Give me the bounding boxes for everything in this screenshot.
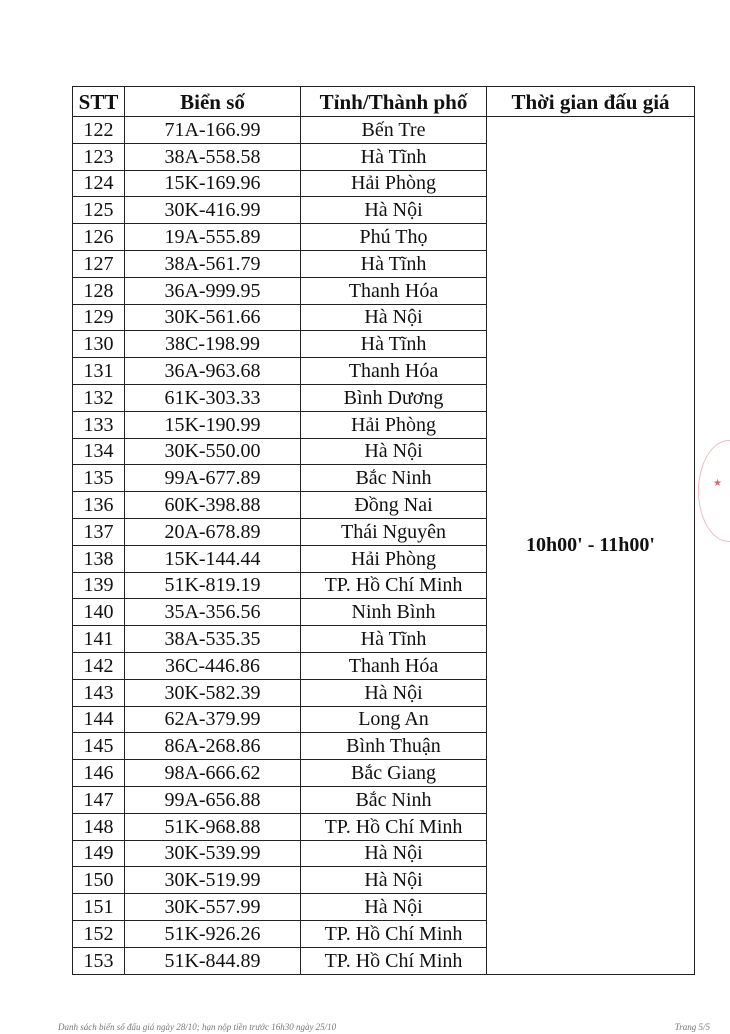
header-plate: Biển số <box>125 87 301 117</box>
cell-province: Thanh Hóa <box>301 358 487 385</box>
cell-plate: 38A-558.58 <box>125 143 301 170</box>
cell-stt: 143 <box>73 679 125 706</box>
header-province: Tỉnh/Thành phố <box>301 87 487 117</box>
cell-province: Bến Tre <box>301 117 487 144</box>
cell-plate: 38A-561.79 <box>125 250 301 277</box>
header-stt: STT <box>73 87 125 117</box>
cell-auction-time: 10h00' - 11h00' <box>487 117 695 975</box>
cell-stt: 129 <box>73 304 125 331</box>
table-header-row <box>73 87 695 117</box>
cell-plate: 60K-398.88 <box>125 492 301 519</box>
cell-plate: 51K-844.89 <box>125 947 301 974</box>
cell-province: Hà Tĩnh <box>301 331 487 358</box>
table-body <box>73 117 695 975</box>
cell-plate: 30K-539.99 <box>125 840 301 867</box>
cell-province: Bình Dương <box>301 384 487 411</box>
cell-province: Hải Phòng <box>301 545 487 572</box>
cell-plate: 30K-557.99 <box>125 894 301 921</box>
cell-province: Hà Nội <box>301 197 487 224</box>
cell-province: Thanh Hóa <box>301 277 487 304</box>
cell-plate: 86A-268.86 <box>125 733 301 760</box>
cell-province: Thanh Hóa <box>301 652 487 679</box>
cell-plate: 15K-144.44 <box>125 545 301 572</box>
cell-stt: 135 <box>73 465 125 492</box>
cell-province: Bình Thuận <box>301 733 487 760</box>
cell-plate: 98A-666.62 <box>125 760 301 787</box>
cell-stt: 136 <box>73 492 125 519</box>
cell-stt: 144 <box>73 706 125 733</box>
cell-stt: 128 <box>73 277 125 304</box>
cell-stt: 125 <box>73 197 125 224</box>
cell-plate: 51K-819.19 <box>125 572 301 599</box>
cell-province: Hà Nội <box>301 304 487 331</box>
cell-plate: 36A-999.95 <box>125 277 301 304</box>
cell-stt: 149 <box>73 840 125 867</box>
cell-stt: 134 <box>73 438 125 465</box>
cell-stt: 142 <box>73 652 125 679</box>
cell-plate: 15K-169.96 <box>125 170 301 197</box>
cell-plate: 19A-555.89 <box>125 224 301 251</box>
cell-province: Hà Tĩnh <box>301 250 487 277</box>
cell-province: Hà Nội <box>301 679 487 706</box>
cell-province: TP. Hồ Chí Minh <box>301 572 487 599</box>
cell-plate: 99A-656.88 <box>125 786 301 813</box>
cell-plate: 30K-519.99 <box>125 867 301 894</box>
cell-stt: 131 <box>73 358 125 385</box>
cell-province: Hà Nội <box>301 867 487 894</box>
cell-stt: 152 <box>73 920 125 947</box>
cell-stt: 124 <box>73 170 125 197</box>
cell-province: Bắc Ninh <box>301 786 487 813</box>
cell-plate: 15K-190.99 <box>125 411 301 438</box>
cell-plate: 30K-561.66 <box>125 304 301 331</box>
cell-province: Long An <box>301 706 487 733</box>
cell-stt: 126 <box>73 224 125 251</box>
cell-stt: 153 <box>73 947 125 974</box>
cell-plate: 38C-198.99 <box>125 331 301 358</box>
cell-plate: 51K-926.26 <box>125 920 301 947</box>
cell-province: Thái Nguyên <box>301 518 487 545</box>
cell-plate: 20A-678.89 <box>125 518 301 545</box>
cell-province: Hà Nội <box>301 894 487 921</box>
cell-plate: 30K-416.99 <box>125 197 301 224</box>
plate-auction-table <box>72 86 695 975</box>
cell-province: Bắc Ninh <box>301 465 487 492</box>
page-footer <box>58 1022 710 1034</box>
cell-stt: 138 <box>73 545 125 572</box>
cell-stt: 146 <box>73 760 125 787</box>
cell-plate: 62A-379.99 <box>125 706 301 733</box>
cell-stt: 133 <box>73 411 125 438</box>
cell-plate: 51K-968.88 <box>125 813 301 840</box>
stamp-star-icon: ★ <box>713 478 722 489</box>
footer-document-note: Danh sách biển số đấu giá ngày 28/10; hạn nộp tiền trước 16h30 ngày 25/10 <box>58 1022 337 1032</box>
cell-province: TP. Hồ Chí Minh <box>301 920 487 947</box>
cell-province: Phú Thọ <box>301 224 487 251</box>
cell-plate: 35A-356.56 <box>125 599 301 626</box>
cell-plate: 30K-582.39 <box>125 679 301 706</box>
cell-stt: 147 <box>73 786 125 813</box>
footer-page-number: Trang 5/5 <box>674 1022 710 1032</box>
cell-stt: 130 <box>73 331 125 358</box>
cell-province: Hà Nội <box>301 438 487 465</box>
cell-stt: 151 <box>73 894 125 921</box>
red-stamp <box>698 440 730 542</box>
cell-province: Hà Tĩnh <box>301 143 487 170</box>
cell-stt: 150 <box>73 867 125 894</box>
cell-plate: 61K-303.33 <box>125 384 301 411</box>
cell-plate: 99A-677.89 <box>125 465 301 492</box>
cell-province: Hải Phòng <box>301 170 487 197</box>
cell-plate: 38A-535.35 <box>125 626 301 653</box>
cell-stt: 148 <box>73 813 125 840</box>
cell-plate: 36C-446.86 <box>125 652 301 679</box>
header-auction-time: Thời gian đấu giá <box>487 87 695 117</box>
cell-province: Hà Nội <box>301 840 487 867</box>
cell-province: Hà Tĩnh <box>301 626 487 653</box>
cell-stt: 141 <box>73 626 125 653</box>
cell-stt: 122 <box>73 117 125 144</box>
cell-plate: 30K-550.00 <box>125 438 301 465</box>
cell-stt: 127 <box>73 250 125 277</box>
cell-stt: 137 <box>73 518 125 545</box>
cell-stt: 132 <box>73 384 125 411</box>
cell-province: Đồng Nai <box>301 492 487 519</box>
cell-plate: 71A-166.99 <box>125 117 301 144</box>
cell-stt: 140 <box>73 599 125 626</box>
cell-stt: 123 <box>73 143 125 170</box>
cell-province: TP. Hồ Chí Minh <box>301 947 487 974</box>
cell-plate: 36A-963.68 <box>125 358 301 385</box>
cell-province: Bắc Giang <box>301 760 487 787</box>
cell-stt: 139 <box>73 572 125 599</box>
cell-stt: 145 <box>73 733 125 760</box>
cell-province: TP. Hồ Chí Minh <box>301 813 487 840</box>
cell-province: Ninh Bình <box>301 599 487 626</box>
table-row <box>73 117 695 144</box>
cell-province: Hải Phòng <box>301 411 487 438</box>
